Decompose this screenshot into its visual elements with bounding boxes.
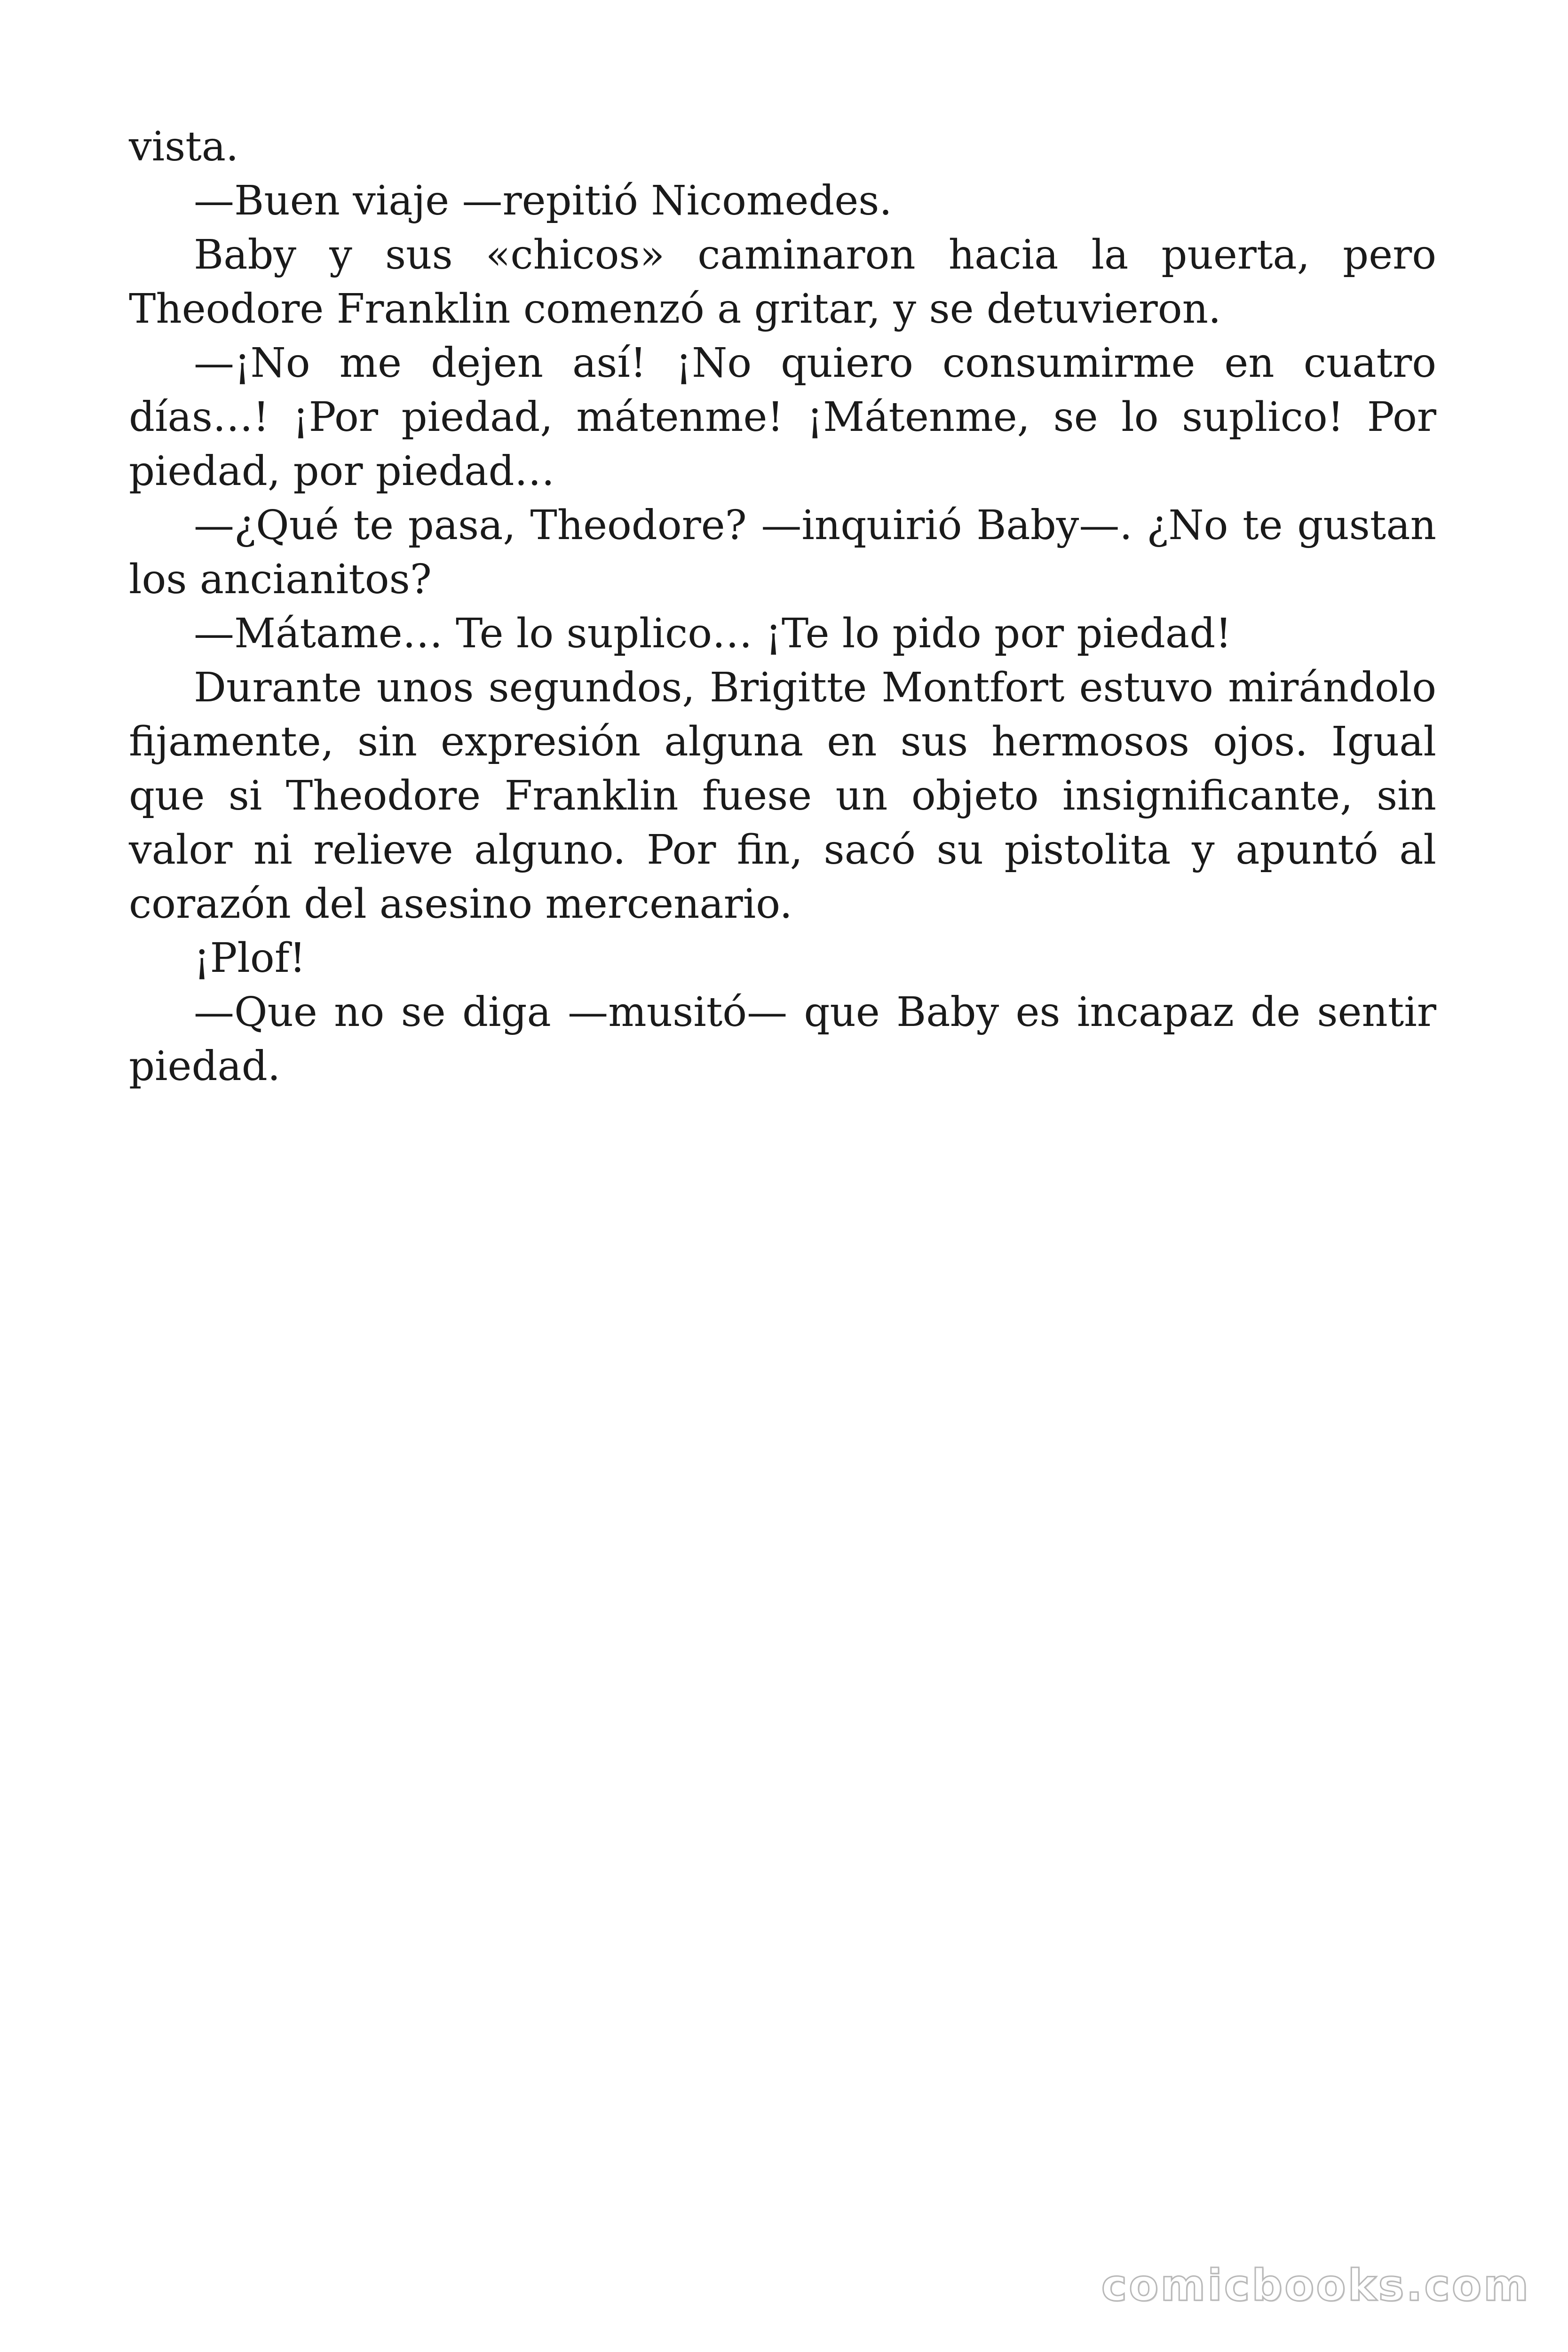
paragraph: Durante unos segundos, Brigitte Montfort estuvo mirándolo fijamente, sin expresión alguna en sus hermosos ojos. Igual que si Theodore Franklin fuese un objeto insignificante, sin valor ni relieve alguno. Por fin, sacó su pistolita y apuntó al corazón del asesino mercenario. [129,664,1436,928]
page-body-text [129,120,1436,1094]
paragraph: —Mátame… Te lo suplico… ¡Te lo pido por piedad! [194,610,1232,657]
paragraph: vista. [129,123,239,170]
paragraph: —Que no se diga —musitó— que Baby es incapaz de sentir piedad. [129,989,1436,1090]
paragraph: —¿Qué te pasa, Theodore? —inquirió Baby—. ¿No te gustan los ancianitos? [129,502,1436,603]
paragraph: —¡No me dejen así! ¡No quiero consumirme en cuatro días…! ¡Por piedad, mátenme! ¡Mátenme, se lo suplico! Por piedad, por piedad… [129,340,1436,495]
watermark-logo: comicbooks.com [1101,2260,1530,2311]
paragraph: Baby y sus «chicos» caminaron hacia la puerta, pero Theodore Franklin comenzó a gritar, y se detuvieron. [129,231,1436,333]
paragraph: ¡Plof! [194,935,306,982]
paragraph: —Buen viaje —repitió Nicomedes. [194,177,892,224]
